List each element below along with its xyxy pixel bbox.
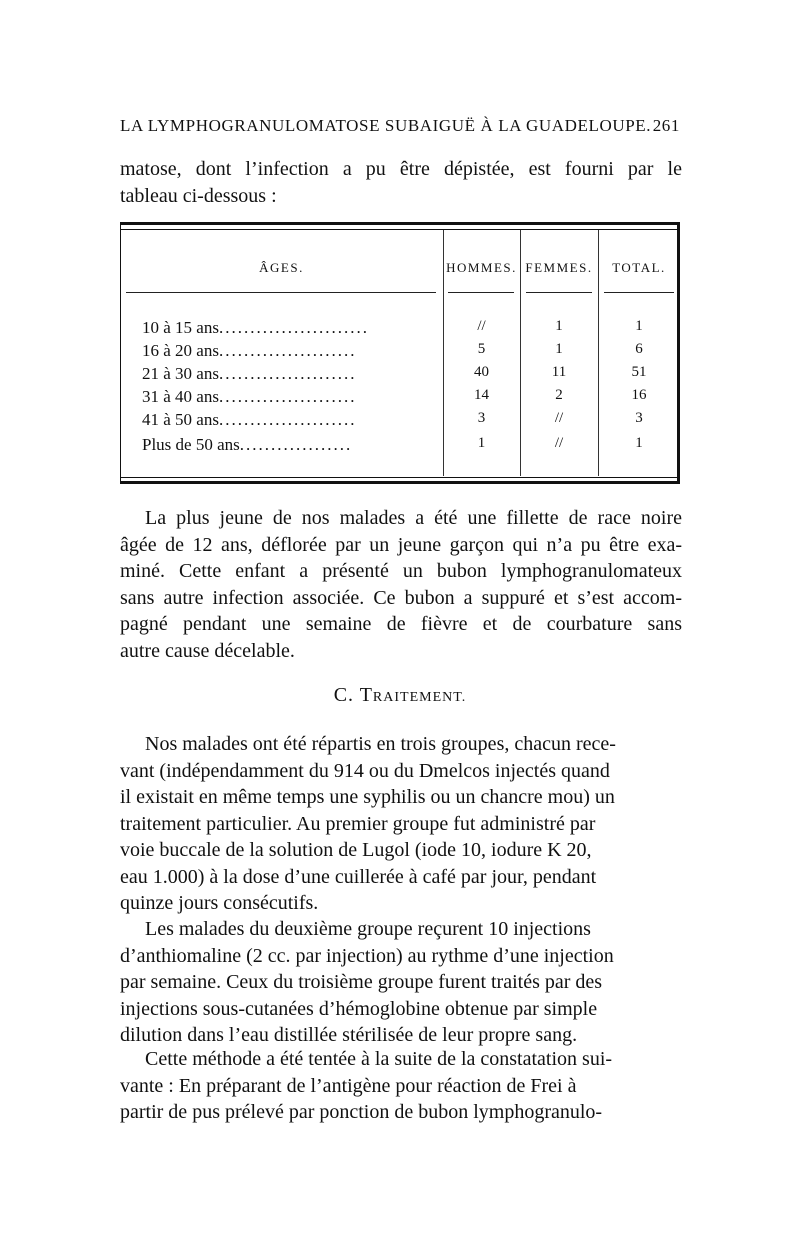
hommes-value: // <box>477 318 486 334</box>
paragraph-line: injections sous-cutanées d’hémoglobine obtenue par simple <box>120 997 598 1020</box>
column-header-ages: ÂGES. <box>259 260 304 275</box>
paragraph-line: vante : En préparant de l’antigène pour réaction de Frei à <box>120 1074 577 1097</box>
paragraph-line: il existait en même temps une syphilis ou un chancre mou) un <box>120 786 615 808</box>
paragraph-line: miné. Cette enfant a présenté un bubon lymphogranulomateux <box>120 560 682 582</box>
table-row <box>120 387 680 409</box>
femmes-value: 1 <box>555 341 563 357</box>
total-value: 16 <box>631 387 647 403</box>
total-value: 51 <box>631 364 647 380</box>
intro-text <box>120 156 682 210</box>
femmes-value: 11 <box>551 364 567 380</box>
age-range: 31 à 40 ans <box>142 387 219 406</box>
table-row <box>120 341 680 363</box>
paragraph-line: partir de pus prélevé par ponction de bubon lymphogranulo- <box>120 1101 603 1123</box>
table-row <box>120 318 680 340</box>
header-rule <box>448 292 514 293</box>
paragraph-line: voie buccale de la solution de Lugol (iode 10, iodure K 20, <box>120 839 592 861</box>
hommes-value: 1 <box>477 435 486 451</box>
paragraph-line: d’anthiomaline (2 cc. par injection) au rythme d’une injection <box>120 944 614 967</box>
section-letter: C. <box>333 684 355 706</box>
femmes-value: 2 <box>555 387 563 403</box>
age-range: 21 à 30 ans <box>142 364 219 383</box>
column-header-hommes: HOMMES. <box>446 260 517 275</box>
column-header-femmes: FEMMES. <box>525 260 593 275</box>
paragraph-method-origin <box>120 1046 682 1126</box>
table-bottom-rule-thin <box>120 477 680 478</box>
running-head <box>120 116 680 136</box>
age-distribution-table <box>120 222 680 484</box>
intro-line: matose, dont l’infection a pu être dépistée, est fourni par le <box>120 158 682 180</box>
paragraph-youngest-patient <box>120 505 682 664</box>
leader-dots: ...................... <box>218 387 357 406</box>
leader-dots: .................. <box>239 435 353 454</box>
paragraph-line: Cette méthode a été tentée à la suite de la constatation sui- <box>145 1048 613 1070</box>
header-rule <box>526 292 592 293</box>
leader-dots: ...................... <box>218 341 357 360</box>
paragraph-line: sans autre infection associée. Ce bubon a suppuré et s’est accom- <box>120 586 682 609</box>
intro-line: tableau ci-dessous : <box>120 185 277 207</box>
paragraph-line: vant (indépendamment du 914 ou du Dmelcos injectés quand <box>120 759 610 782</box>
age-range: 41 à 50 ans <box>142 410 219 429</box>
total-value: 6 <box>635 341 643 357</box>
total-value: 1 <box>635 318 643 334</box>
paragraph-line: Les malades du deuxième groupe reçurent 10 injections <box>145 918 591 940</box>
femmes-value: // <box>554 410 564 426</box>
table-row <box>120 410 680 432</box>
leader-dots: ...................... <box>218 364 357 383</box>
running-head-title: LA LYMPHOGRANULOMATOSE SUBAIGUË À LA GUADELOUPE. <box>120 116 652 135</box>
table-top-rule <box>120 222 680 225</box>
paragraph-line: dilution dans l’eau distillée stérilisée de leur propre sang. <box>120 1024 578 1046</box>
table-bottom-rule <box>120 481 680 484</box>
paragraph-line: âgée de 12 ans, déflorée par un jeune garçon qui n’a pu être exa- <box>120 533 682 556</box>
section-title-initial: T <box>359 684 373 706</box>
hommes-value: 5 <box>477 341 486 357</box>
hommes-value: 3 <box>477 410 486 426</box>
page-number: 261 <box>652 116 680 135</box>
leader-dots: ...................... <box>218 410 357 429</box>
section-heading-traitement <box>120 684 680 707</box>
femmes-value: // <box>554 435 564 451</box>
table-row <box>120 435 680 457</box>
table-row <box>120 364 680 386</box>
hommes-value: 14 <box>474 387 489 403</box>
femmes-value: 1 <box>555 318 563 334</box>
header-rule <box>126 292 436 293</box>
total-value: 1 <box>635 435 643 451</box>
age-range: 10 à 15 ans <box>142 318 219 337</box>
paragraph-line: autre cause décelable. <box>120 639 295 662</box>
section-title-rest: RAITEMENT. <box>372 690 467 705</box>
paragraph-line: Nos malades ont été répartis en trois groupes, chacun rece- <box>145 733 616 755</box>
paragraph-line: traitement particulier. Au premier groupe fut administré par <box>120 812 596 835</box>
paragraph-line: eau 1.000) à la dose d’une cuillerée à café par jour, pendant <box>120 865 597 888</box>
paragraph-line: par semaine. Ceux du troisième groupe furent traités par des <box>120 971 603 993</box>
age-range: Plus de 50 ans <box>142 435 240 454</box>
paragraph-line: quinze jours consécutifs. <box>120 892 319 914</box>
paragraph-treatment-groups <box>120 731 682 917</box>
table-top-rule-thin <box>120 229 680 230</box>
paragraph-line: pagné pendant une semaine de fièvre et de courbature sans <box>120 613 682 635</box>
paragraph-second-third-groups <box>120 916 682 1049</box>
header-rule <box>604 292 674 293</box>
column-header-total: TOTAL. <box>612 260 666 275</box>
leader-dots: ........................ <box>218 318 369 337</box>
total-value: 3 <box>635 410 643 426</box>
age-range: 16 à 20 ans <box>142 341 219 360</box>
paragraph-line: La plus jeune de nos malades a été une fillette de race noire <box>145 507 682 529</box>
hommes-value: 40 <box>474 364 489 380</box>
